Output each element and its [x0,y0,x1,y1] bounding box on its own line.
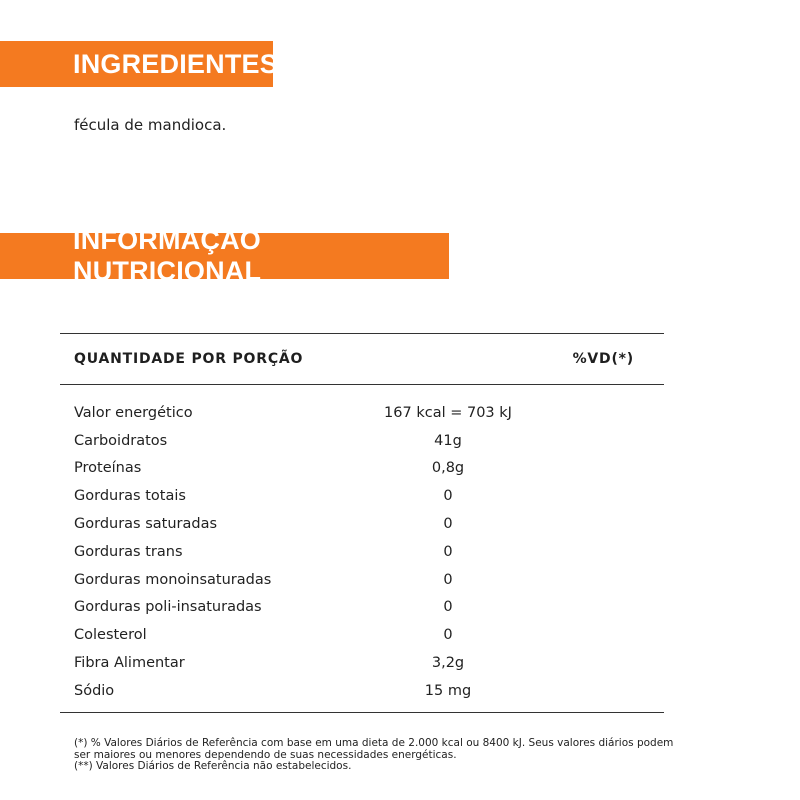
nutrient-amount: 167 kcal = 703 kJ [384,404,512,421]
nutrition-table [60,333,664,713]
nutrient-amount: 0 [443,543,453,560]
header-quantity: QUANTIDADE POR PORÇÃO [74,351,304,367]
table-row [60,566,664,594]
table-row [60,399,664,427]
nutrition-heading [0,225,449,286]
nutrient-name: Gorduras saturadas [74,516,218,533]
nutrient-name: Proteínas [74,460,142,477]
nutrient-amount: 0,8g [431,460,465,477]
nutrient-amount: 0 [443,599,453,616]
nutrition-heading-text: INFORMAÇÃO NUTRICIONAL [73,225,262,286]
table-row [60,427,664,455]
table-row [60,538,664,566]
nutrient-name: Carboidratos [74,432,168,449]
table-header [60,334,664,384]
footnote-not-established: (**) Valores Diários de Referência não estabelecidos. [74,760,352,772]
table-bottom-rule [60,712,664,713]
nutrient-name: Gorduras monoinsaturadas [74,571,272,588]
nutrient-name: Gorduras poli-insaturadas [74,599,262,616]
table-row [60,455,664,483]
nutrient-name: Valor energético [74,404,193,421]
table-row [60,621,664,649]
table-row [60,677,664,705]
nutrient-name: Gorduras totais [74,488,186,505]
nutrient-amount: 3,2g [431,655,465,672]
footnote-vd: (*) % Valores Diários de Referência com base em uma dieta de 2.000 kcal ou 8400 kJ. Seus valores diários podem ser maiores ou menores dependendo de suas necessidades energéticas. [74,737,674,761]
nutrient-amount: 0 [443,516,453,533]
table-row [60,594,664,622]
nutrient-name: Fibra Alimentar [74,655,185,672]
ingredients-text: fécula de mandioca. [74,116,227,134]
header-vd: %VD(*) [572,351,634,367]
nutrient-name: Sódio [74,682,115,699]
nutrient-name: Colesterol [74,627,147,644]
table-row [60,510,664,538]
nutrient-amount: 0 [443,627,453,644]
nutrient-amount: 15 mg [424,682,472,699]
nutrient-name: Gorduras trans [74,543,183,560]
nutrient-amount: 0 [443,571,453,588]
table-rows [60,385,664,712]
ingredients-heading-text: INGREDIENTES [73,48,278,79]
ingredients-heading [0,41,278,87]
nutrient-amount: 0 [443,488,453,505]
table-row [60,649,664,677]
table-row [60,482,664,510]
nutrient-amount: 41g [434,432,462,449]
footnotes [74,738,684,773]
